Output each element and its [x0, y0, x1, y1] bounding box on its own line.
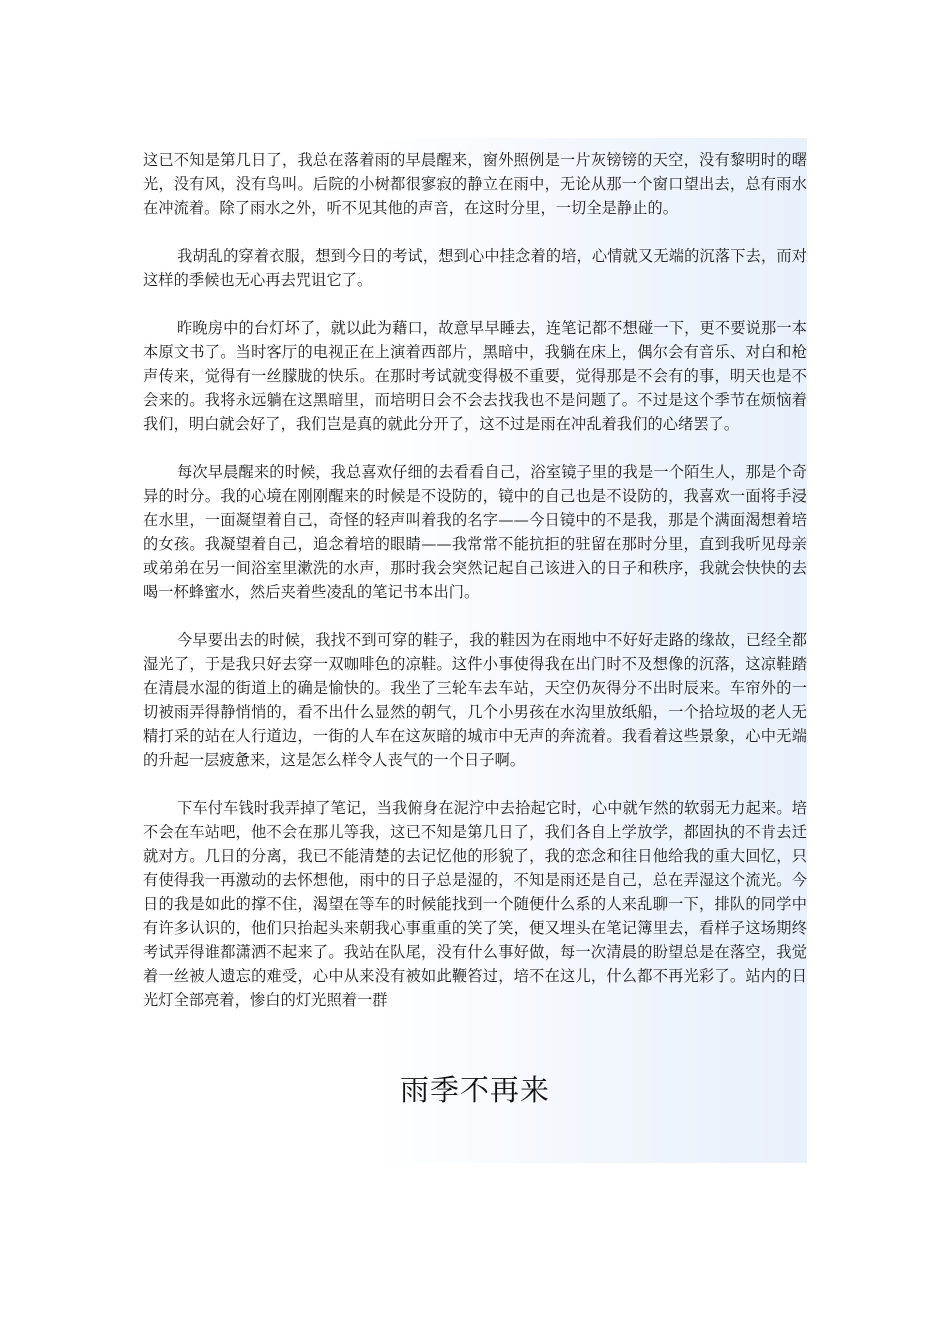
page-panel: [143, 138, 807, 1163]
paragraph-6: 下车付车钱时我弄掉了笔记，当我俯身在泥泞中去拾起它时，心中就乍然的软弱无力起来。培不会在车站吧，他不会在那儿等我，这已不知是第几日了，我们各自上学放学，都固执的不肯去迁就对方。几日的分离，我已不能清楚的去记忆他的形貌了，我的恋念和往日他给我的重大回忆，只有使得我一再激动的去怀想他，雨中的日子总是湿的，不知是雨还是自己，总在弄湿这个流光。今日的我是如此的撑不住，渴望在等车的时候能找到一个随便什么系的人来乱聊一下，排队的同学中有许多认识的，他们只抬起头来朝我心事重重的笑了笑，便又埋头在笔记簿里去，看样子这场期终考试弄得谁都潇洒不起来了。我站在队尾，没有什么事好做，每一次清晨的盼望总是在落空，我觉着一丝被人遗忘的难受，心中从来没有被如此鞭笞过，培不在这儿，什么都不再光彩了。站内的日光灯全部亮着，惨白的灯光照着一群: [143, 799, 807, 1009]
paragraph-4: 每次早晨醒来的时候，我总喜欢仔细的去看看自己，浴室镜子里的我是一个陌生人，那是个奇异的时分。我的心境在刚刚醒来的时候是不设防的，镜中的自己也是不设防的，我喜欢一面将手浸在水里，一面凝望着自己，奇怪的轻声叫着我的名字——今日镜中的不是我，那是个满面渴想着培的女孩。我凝望着自己，追念着培的眼睛——我常常不能抗拒的驻留在那时分里，直到我听见母亲或弟弟在另一间浴室里漱洗的水声，那时我会突然记起自己该进入的日子和秩序，我就会快快的去喝一杯蜂蜜水，然后夹着些凌乱的笔记书本出门。: [143, 463, 807, 601]
document-title: 雨季不再来: [399, 1073, 550, 1107]
paragraph-2: 我胡乱的穿着衣服，想到今日的考试，想到心中挂念着的培，心情就又无端的沉落下去，而对这样的季候也无心再去咒诅它了。: [143, 247, 807, 289]
article-body: [143, 148, 807, 1012]
paragraph-1: 这已不知是第几日了，我总在落着雨的早晨醒来，窗外照例是一片灰镑镑的天空，没有黎明时的曙光，没有风，没有鸟叫。后院的小树都很寥寂的静立在雨中，无论从那一个窗口望出去，总有雨水在冲流着。除了雨水之外，听不见其他的声音，在这时分里，一切全是静止的。: [143, 151, 807, 217]
paragraph-5: 今早要出去的时候，我找不到可穿的鞋子，我的鞋因为在雨地中不好好走路的缘故，已经全都湿光了，于是我只好去穿一双咖啡色的凉鞋。这件小事使得我在出门时不及想像的沉落，这凉鞋踏在清晨水湿的街道上的确是愉快的。我坐了三轮车去车站，天空仍灰得分不出时辰来。车帘外的一切被雨弄得静悄悄的，看不出什么显然的朝气，几个小男孩在水沟里放纸船，一个拾垃圾的老人无精打采的站在人行道边，一街的人车在这灰暗的城市中无声的奔流着。我看着这些景象，心中无端的升起一层疲惫来，这是怎么样令人丧气的一个日子啊。: [143, 631, 807, 769]
paragraph-3: 昨晚房中的台灯坏了，就以此为藉口，故意早早睡去，连笔记都不想碰一下，更不要说那一本本原文书了。当时客厅的电视正在上演着西部片，黑暗中，我躺在床上，偶尔会有音乐、对白和枪声传来，觉得有一丝朦胧的快乐。在那时考试就变得极不重要，觉得那是不会有的事，明天也是不会来的。我将永远躺在这黑暗里，而培明日会不会去找我也不是问题了。不过是这个季节在烦恼着我们，明白就会好了，我们岂是真的就此分开了，这不过是雨在冲乱着我们的心绪罢了。: [143, 319, 807, 433]
